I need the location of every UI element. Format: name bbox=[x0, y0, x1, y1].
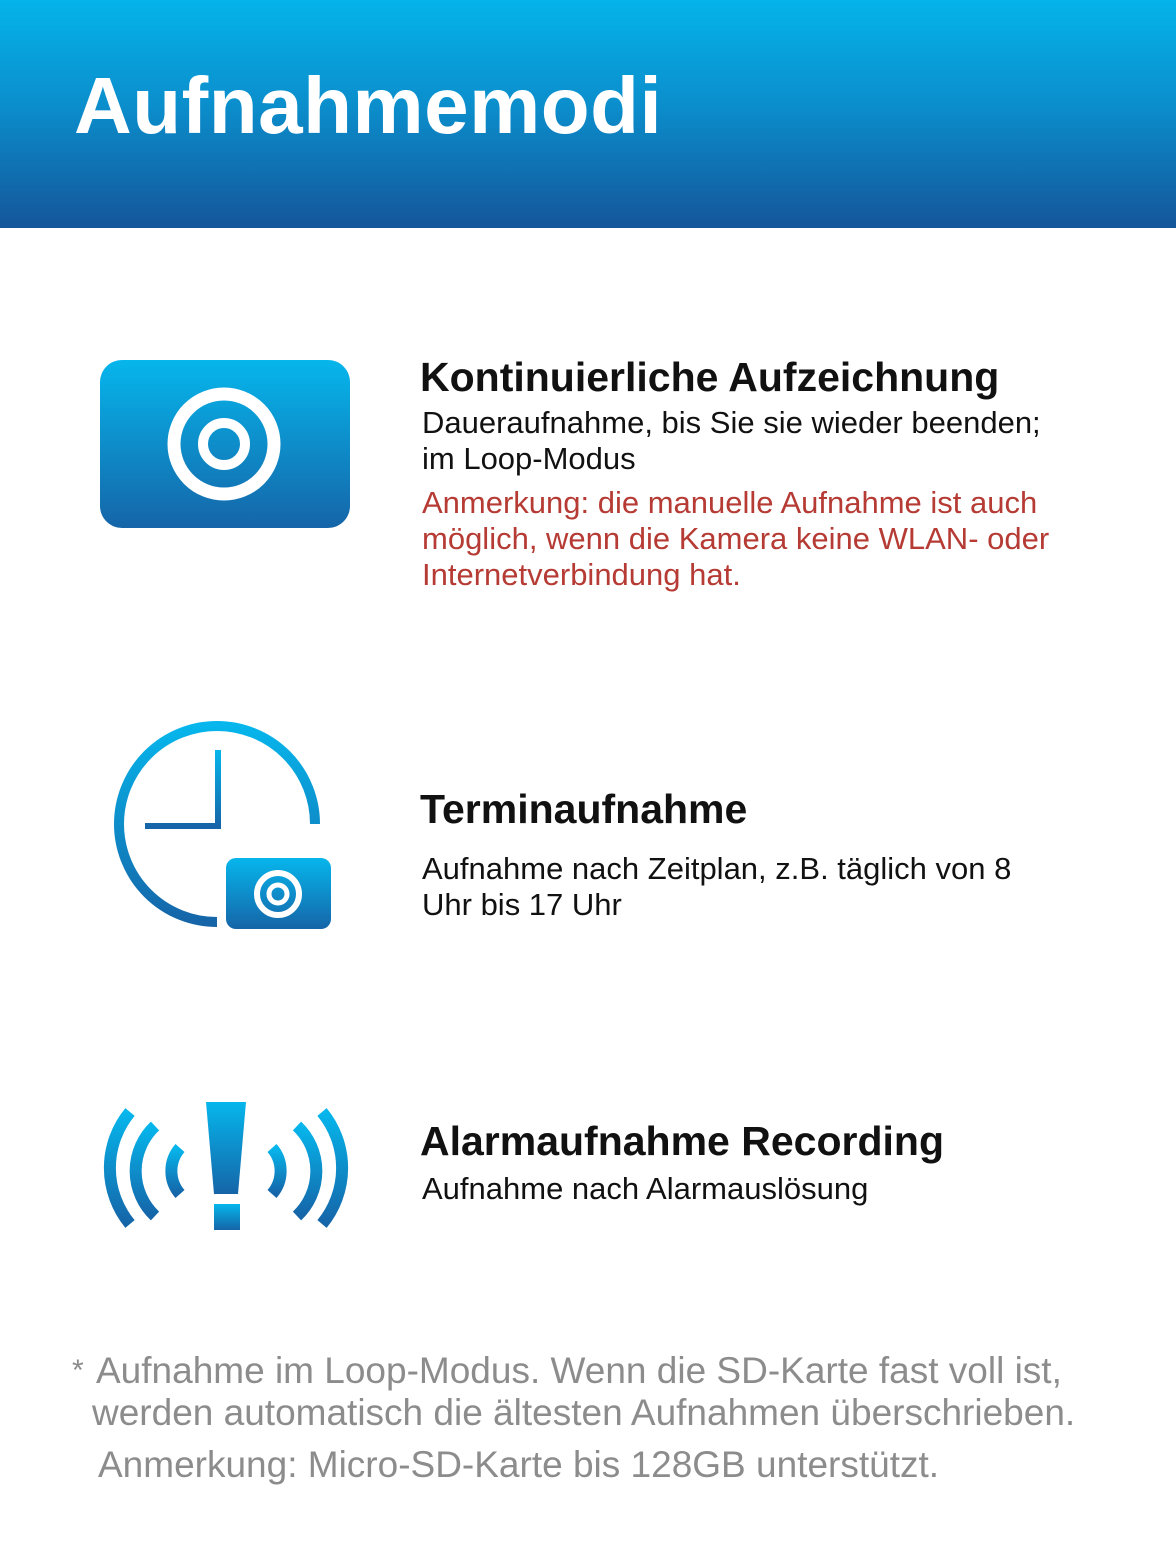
alarm-signal-icon bbox=[100, 1096, 350, 1241]
footnote-line: Aufnahme im Loop-Modus. Wenn die SD-Karte fast voll ist, bbox=[96, 1350, 1062, 1391]
mode-description: Aufnahme nach Alarmauslösung bbox=[422, 1171, 869, 1207]
page-title: Aufnahmemodi bbox=[74, 61, 663, 150]
footnote-sd-note: Anmerkung: Micro-SD-Karte bis 128GB unterstützt. bbox=[98, 1444, 940, 1485]
footnote-line: werden automatisch die ältesten Aufnahmen überschrieben. bbox=[92, 1392, 1076, 1433]
mode-description: Aufnahme nach Zeitplan, z.B. täglich von 8 Uhr bis 17 Uhr bbox=[422, 851, 1012, 923]
mode-note: Anmerkung: die manuelle Aufnahme ist auch möglich, wenn die Kamera keine WLAN- oder Internetverbindung hat. bbox=[422, 485, 1050, 593]
record-camera-icon bbox=[100, 360, 350, 535]
mode-description: Daueraufnahme, bis Sie sie wieder beenden; im Loop-Modus bbox=[422, 405, 1041, 477]
mode-title: Kontinuierliche Aufzeichnung bbox=[420, 354, 1000, 400]
header-banner bbox=[0, 0, 1176, 228]
schedule-clock-icon bbox=[110, 716, 340, 941]
footnote-asterisk: * bbox=[72, 1354, 84, 1387]
footer-notes bbox=[72, 1350, 1152, 1486]
mode-title: Alarmaufnahme Recording bbox=[420, 1118, 944, 1164]
mode-title: Terminaufnahme bbox=[420, 786, 748, 832]
